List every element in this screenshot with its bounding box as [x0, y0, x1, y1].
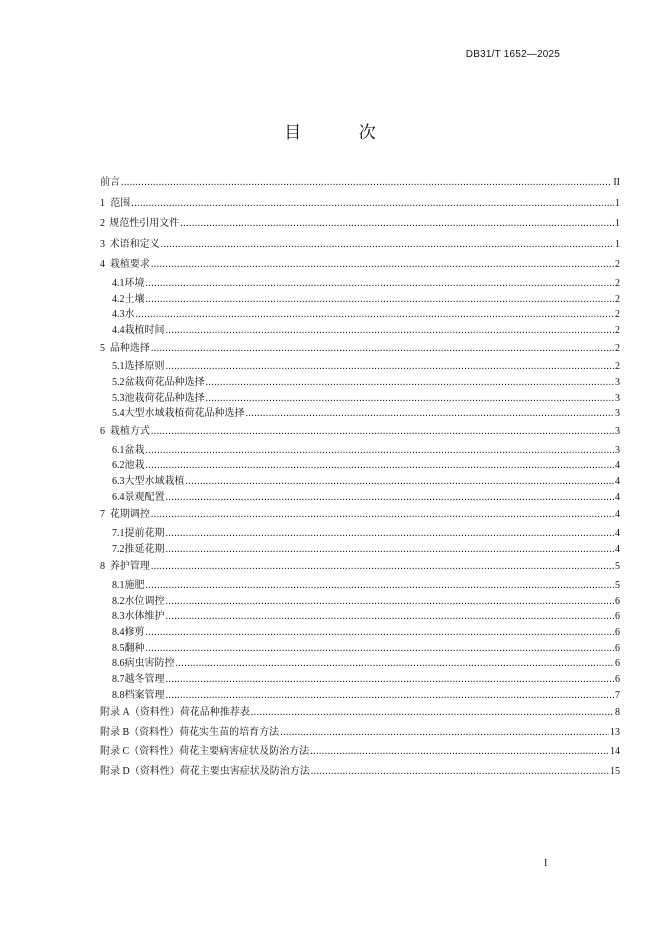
toc-entry-number: 附录 C（资料性） — [100, 746, 180, 758]
toc-leader-dots — [151, 422, 614, 443]
toc-entry-number: 8.2 — [112, 595, 125, 607]
toc-entry-page: 4 — [615, 543, 620, 555]
toc-entry-title: 水 — [124, 309, 135, 321]
toc-subsection-entry[interactable] — [100, 359, 620, 375]
toc-entry-page: 3 — [615, 426, 620, 438]
toc-entry-title: 前言 — [100, 177, 120, 188]
toc-leader-dots — [166, 542, 615, 558]
toc-entry-page: 6 — [615, 627, 620, 639]
toc-entry-number: 5.3 — [112, 392, 125, 404]
toc-entry-page: 7 — [615, 689, 620, 701]
toc-subsection-entry[interactable] — [100, 609, 620, 625]
toc-entry-number: 7.1 — [112, 528, 125, 539]
toc-entry-number: 4 — [100, 259, 105, 271]
toc-appendix-entry[interactable] — [100, 703, 620, 722]
toc-entry-number: 6.2 — [112, 460, 125, 472]
toc-subsection-entry[interactable] — [100, 490, 620, 506]
toc-section-entry[interactable] — [100, 557, 620, 578]
toc-entry-number: 8.5 — [112, 642, 125, 654]
toc-entry-number: 附录 D（资料性） — [100, 765, 180, 777]
toc-entry-number: 6 — [100, 426, 105, 438]
toc-section-entry[interactable] — [100, 422, 620, 443]
toc-subsection-entry[interactable] — [100, 656, 620, 672]
toc-leader-dots — [146, 641, 615, 657]
toc-subsection-entry[interactable] — [100, 307, 620, 323]
toc-leader-dots — [136, 307, 615, 323]
toc-entry-page: 4 — [615, 476, 620, 488]
toc-leader-dots — [166, 490, 615, 506]
toc-section-entry[interactable] — [100, 194, 620, 215]
toc-entry-page: 2 — [615, 277, 620, 289]
toc-entry-title: 提前花期 — [124, 528, 165, 539]
toc-entry-page: 4 — [615, 460, 620, 472]
toc-entry-page: 6 — [615, 658, 620, 670]
toc-entry-number: 8.1 — [112, 579, 125, 591]
toc-entry-number: 附录 A（资料性） — [100, 707, 180, 719]
toc-entry-title: 花期调控 — [109, 509, 150, 521]
toc-entry-page: 3 — [615, 408, 620, 420]
toc-leader-dots — [151, 505, 614, 526]
toc-entry-title: 盆栽荷花品种选择 — [124, 377, 205, 388]
toc-entry-title: 栽植要求 — [109, 259, 150, 271]
toc-entry-number: 5.2 — [112, 377, 125, 388]
toc-leader-dots — [146, 625, 615, 641]
toc-subsection-entry[interactable] — [100, 625, 620, 641]
toc-entry-title: 荷花实生苗的培育方法 — [179, 726, 280, 738]
toc-entry-title: 水位调控 — [124, 595, 165, 607]
toc-entry-title: 品种选择 — [109, 342, 150, 354]
toc-appendix-entry[interactable] — [100, 723, 620, 742]
toc-leader-dots — [206, 391, 615, 407]
toc-subsection-entry[interactable] — [100, 594, 620, 610]
toc-entry-title: 栽植时间 — [124, 325, 165, 337]
toc-entry-page: 1 — [615, 218, 620, 230]
toc-leader-dots — [180, 214, 614, 235]
toc-entry-number: 8.6 — [112, 658, 125, 670]
toc-entry-title: 土壤 — [124, 293, 145, 305]
toc-subsection-entry[interactable] — [100, 641, 620, 657]
toc-entry-title: 荷花品种推荐表 — [179, 707, 250, 719]
toc-entry-title: 大型水域栽植荷花品种选择 — [124, 408, 245, 420]
toc-entry-page: II — [613, 177, 620, 188]
toc-subsection-entry[interactable] — [100, 323, 620, 339]
toc-subsection-entry[interactable] — [100, 406, 620, 422]
toc-entry-number: 8 — [100, 561, 105, 573]
toc-entry-title: 术语和定义 — [109, 238, 160, 250]
toc-entry-number: 7 — [100, 509, 105, 521]
toc-leader-dots — [310, 742, 609, 761]
toc-entry-title: 越冬管理 — [124, 674, 165, 686]
toc-entry-number: 8.7 — [112, 674, 125, 686]
toc-entry-title: 翻种 — [124, 642, 145, 654]
toc-appendix-entry[interactable] — [100, 762, 620, 781]
toc-entry-title: 选择原则 — [124, 361, 165, 373]
toc-leader-dots — [251, 703, 614, 722]
toc-leader-dots — [166, 688, 615, 704]
toc-entry-page: 2 — [615, 342, 620, 354]
toc-subsection-entry[interactable] — [100, 443, 620, 459]
toc-leader-dots — [280, 723, 609, 742]
toc-leader-dots — [311, 762, 609, 781]
toc-entry-title: 池栽荷花品种选择 — [124, 392, 205, 404]
toc-entry-page: 3 — [615, 377, 620, 388]
toc-leader-dots — [161, 235, 614, 256]
toc-entry-page: 8 — [615, 707, 620, 719]
toc-subsection-entry[interactable] — [100, 672, 620, 688]
toc-leader-dots — [151, 557, 614, 578]
toc-subsection-entry[interactable] — [100, 391, 620, 407]
toc-entry-page: 2 — [615, 325, 620, 337]
toc-appendix-entry[interactable] — [100, 742, 620, 761]
toc-subsection-entry[interactable] — [100, 688, 620, 704]
toc-entry-title: 病虫害防控 — [124, 658, 175, 670]
toc-entry-page: 2 — [615, 361, 620, 373]
toc-entry-number: 附录 B（资料性） — [100, 726, 180, 738]
toc-entry-page: 2 — [615, 309, 620, 321]
toc-leader-dots — [166, 672, 615, 688]
toc-subsection-entry[interactable] — [100, 474, 620, 490]
toc-entry-page: 4 — [615, 528, 620, 539]
toc-entry-title: 推延花期 — [124, 543, 165, 555]
toc-leader-dots — [146, 276, 615, 292]
toc-entry-page: 1 — [615, 197, 620, 209]
toc-subsection-entry[interactable] — [100, 542, 620, 558]
toc-entry-page: 6 — [615, 674, 620, 686]
toc-leader-dots — [131, 194, 614, 215]
toc-entry-title: 景观配置 — [124, 491, 165, 503]
toc-leader-dots — [166, 594, 615, 610]
toc-leader-dots — [146, 458, 615, 474]
toc-subsection-entry[interactable] — [100, 458, 620, 474]
toc-entry-page: 6 — [615, 611, 620, 623]
toc-leader-dots — [146, 292, 615, 308]
toc-entry-number: 3 — [100, 238, 105, 250]
toc-entry-number: 5.1 — [112, 361, 125, 373]
toc-section-entry[interactable] — [100, 214, 620, 235]
toc-entry-title: 荷花主要病害症状及防治方法 — [179, 746, 310, 758]
toc-entry-title: 盆栽 — [124, 444, 145, 456]
toc-entry-title: 环境 — [124, 277, 145, 289]
page-title: 目 次 — [284, 123, 402, 143]
toc-subsection-entry[interactable] — [100, 292, 620, 308]
toc-entry-number: 6.4 — [112, 491, 125, 503]
toc-leader-dots — [151, 339, 614, 360]
toc-entry-title: 范围 — [110, 197, 131, 209]
toc-section-entry[interactable] — [100, 235, 620, 256]
toc-entry-page: 3 — [615, 444, 620, 456]
toc-entry-title: 施肥 — [124, 579, 145, 591]
toc-leader-dots — [206, 375, 615, 391]
toc-leader-dots — [146, 578, 615, 594]
toc-leader-dots — [166, 323, 615, 339]
toc-entry-title: 养护管理 — [109, 561, 150, 573]
toc-section-entry[interactable] — [100, 339, 620, 360]
toc-entry-page: 13 — [610, 726, 620, 738]
toc-entry-page: 2 — [615, 293, 620, 305]
toc-entry-number: 4.1 — [112, 277, 125, 289]
toc-entry-number: 6.1 — [112, 444, 125, 456]
toc-entry-title: 水体维护 — [124, 611, 165, 623]
page-number: I — [544, 858, 548, 869]
toc-entry-page: 5 — [615, 561, 620, 573]
toc-leader-dots — [166, 526, 615, 542]
toc-entry-number: 4.2 — [112, 293, 125, 305]
toc-entry-number: 5 — [100, 342, 105, 354]
toc-entry-number: 4.4 — [112, 325, 125, 337]
toc-entry-page: 1 — [615, 238, 620, 250]
toc-entry-page: 6 — [615, 595, 620, 607]
toc-subsection-entry[interactable] — [100, 276, 620, 292]
toc-entry-page: 2 — [615, 259, 620, 271]
toc-leader-dots — [246, 406, 615, 422]
toc-entry-number: 5.4 — [112, 408, 125, 420]
toc-entry-number: 8.4 — [112, 627, 125, 639]
toc-leader-dots — [121, 173, 612, 194]
toc-entry-page: 4 — [615, 491, 620, 503]
table-of-contents — [100, 173, 620, 781]
toc-subsection-entry[interactable] — [100, 578, 620, 594]
toc-section-entry[interactable] — [100, 505, 620, 526]
toc-entry-page: 4 — [615, 509, 620, 521]
toc-entry-title: 档案管理 — [124, 689, 165, 701]
toc-section-entry[interactable] — [100, 173, 620, 194]
document-code: DB31/T 1652—2025 — [465, 49, 560, 60]
toc-entry-number: 1 — [100, 197, 105, 209]
toc-section-entry[interactable] — [100, 255, 620, 276]
toc-entry-page: 5 — [615, 579, 620, 591]
toc-entry-number: 8.8 — [112, 689, 125, 701]
toc-entry-title: 规范性引用文件 — [109, 218, 180, 230]
toc-entry-page: 3 — [615, 392, 620, 404]
toc-entry-page: 6 — [615, 642, 620, 654]
toc-subsection-entry[interactable] — [100, 526, 620, 542]
toc-entry-title: 修剪 — [124, 627, 145, 639]
toc-entry-number: 8.3 — [112, 611, 125, 623]
toc-leader-dots — [186, 474, 615, 490]
toc-leader-dots — [166, 359, 615, 375]
toc-entry-number: 4.3 — [112, 309, 125, 321]
toc-entry-title: 栽植方式 — [109, 426, 150, 438]
toc-leader-dots — [166, 609, 615, 625]
toc-subsection-entry[interactable] — [100, 375, 620, 391]
toc-leader-dots — [151, 255, 614, 276]
toc-entry-number: 2 — [100, 218, 105, 230]
toc-leader-dots — [146, 443, 615, 459]
toc-entry-page: 15 — [610, 765, 620, 777]
toc-entry-number: 6.3 — [112, 476, 125, 488]
toc-entry-number: 7.2 — [112, 543, 125, 555]
toc-entry-title: 荷花主要虫害症状及防治方法 — [179, 765, 310, 777]
toc-leader-dots — [176, 656, 615, 672]
toc-entry-page: 14 — [610, 746, 620, 758]
toc-entry-title: 池栽 — [124, 460, 145, 472]
toc-entry-title: 大型水域栽植 — [124, 476, 185, 488]
